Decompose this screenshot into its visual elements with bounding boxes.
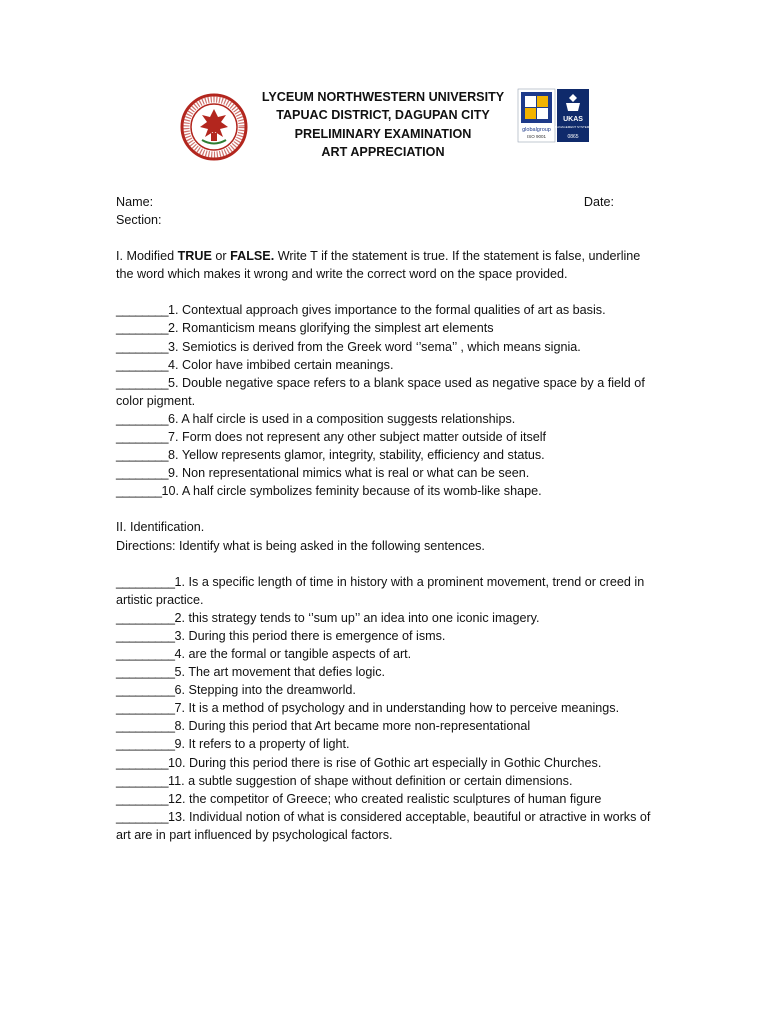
question-item: [116, 717, 652, 735]
name-date-row: [116, 193, 652, 211]
answer-blank[interactable]: ________: [116, 755, 169, 770]
question-text: 6. Stepping into the dreamworld.: [174, 683, 356, 698]
part1-instruction-text: Write T if the statement is true. If the statement is false, underline the word which makes it wrong and write the correct word on the space provided.: [116, 249, 641, 282]
question-item: [116, 808, 652, 844]
question-item: [116, 464, 652, 482]
question-item: [116, 410, 652, 428]
question-text: 6. A half circle is used in a composition suggests relationships.: [168, 411, 516, 426]
answer-blank[interactable]: _________: [116, 737, 175, 752]
question-text: 13. Individual notion of what is considered acceptable, beautiful or atractive in works of art are in part influenced by psychological factors.: [116, 809, 651, 842]
part1-prefix: I. Modified: [116, 249, 178, 264]
header: [248, 88, 518, 161]
question-text: 5. Double negative space refers to a blank space used as negative space by a field of color pigment.: [116, 375, 645, 408]
question-item: [116, 790, 652, 808]
certification-logos: [518, 89, 592, 142]
answer-blank[interactable]: ________: [116, 357, 169, 372]
university-address: TAPUAC DISTRICT, DAGUPAN CITY: [276, 108, 490, 123]
answer-blank[interactable]: _________: [116, 574, 175, 589]
answer-blank[interactable]: ________: [116, 430, 169, 445]
answer-blank[interactable]: ________: [116, 466, 169, 481]
part2-directions: Directions: Identify what is being asked in the following sentences.: [116, 538, 485, 553]
exam-content: [116, 193, 652, 844]
globalgroup-iso-logo: [518, 89, 555, 142]
part1-instructions: [116, 247, 652, 283]
answer-blank[interactable]: ________: [116, 791, 169, 806]
question-text: 8. During this period that Art became more non-representational: [174, 719, 531, 734]
question-text: 10. A half circle symbolizes feminity because of its womb-like shape.: [161, 484, 542, 499]
ukas-logo: [554, 89, 592, 142]
answer-blank[interactable]: _________: [116, 628, 175, 643]
question-text: 12. the competitor of Greece; who created realistic sculptures of human figure: [168, 791, 602, 806]
answer-blank[interactable]: ________: [116, 809, 169, 824]
question-text: 3. Semiotics is derived from the Greek word ‘’sema’’ , which means signia.: [168, 339, 581, 354]
answer-blank[interactable]: _________: [116, 683, 175, 698]
answer-blank[interactable]: _________: [116, 701, 175, 716]
question-item: [116, 446, 652, 464]
question-item: [116, 301, 652, 319]
question-text: 7. Form does not represent any other subject matter outside of itself: [168, 430, 547, 445]
question-item: [116, 609, 652, 627]
iso-label: ISO 9001: [526, 134, 547, 139]
question-text: 1. Contextual approach gives importance to the formal qualities of art as basis.: [168, 303, 606, 318]
question-item: [116, 681, 652, 699]
part1-items: [116, 301, 652, 500]
question-text: 8. Yellow represents glamor, integrity, stability, efficiency and status.: [168, 448, 545, 463]
answer-blank[interactable]: ________: [116, 303, 169, 318]
question-text: 9. Non representational mimics what is real or what can be seen.: [168, 466, 530, 481]
ukas-label: UKAS: [563, 116, 583, 123]
question-item: [116, 754, 652, 772]
question-item: [116, 663, 652, 681]
ukas-sub-label: MANAGEMENT SYSTEMS: [554, 125, 592, 129]
question-item: [116, 374, 652, 410]
question-item: [116, 428, 652, 446]
question-text: 10. During this period there is rise of Gothic art especially in Gothic Churches.: [168, 755, 602, 770]
answer-blank[interactable]: ________: [116, 321, 169, 336]
question-item: [116, 573, 652, 609]
subject-title: ART APPRECIATION: [321, 144, 445, 159]
question-text: 4. are the formal or tangible aspects of art.: [174, 646, 412, 661]
university-name: LYCEUM NORTHWESTERN UNIVERSITY: [261, 90, 505, 104]
question-text: 11. a subtle suggestion of shape without definition or certain dimensions.: [168, 773, 573, 788]
university-seal-logo: [180, 93, 248, 161]
globalgroup-label: globalgroup: [522, 127, 551, 133]
question-item: [116, 319, 652, 337]
exam-title: PRELIMINARY EXAMINATION: [294, 126, 472, 141]
question-text: 1. Is a specific length of time in history with a prominent movement, trend or creed in artistic practice.: [116, 574, 645, 607]
answer-blank[interactable]: _________: [116, 719, 175, 734]
question-item: [116, 482, 652, 500]
section-label: Section:: [116, 213, 162, 228]
question-item: [116, 627, 652, 645]
or-word: or: [211, 249, 231, 264]
question-item: [116, 699, 652, 717]
answer-blank[interactable]: _________: [116, 610, 175, 625]
question-item: [116, 772, 652, 790]
answer-blank[interactable]: _______: [116, 484, 162, 499]
part2-items: [116, 573, 652, 844]
question-text: 7. It is a method of psychology and in understanding how to perceive meanings.: [174, 701, 620, 716]
question-item: [116, 356, 652, 374]
answer-blank[interactable]: ________: [116, 375, 169, 390]
question-text: 2. Romanticism means glorifying the simplest art elements: [168, 321, 494, 336]
name-label: Name:: [116, 195, 154, 209]
question-item: [116, 338, 652, 356]
answer-blank[interactable]: _________: [116, 646, 175, 661]
true-word: TRUE: [177, 249, 212, 264]
question-text: 3. During this period there is emergence of isms.: [174, 628, 446, 643]
part2-title: II. Identification.: [116, 520, 205, 535]
question-text: 4. Color have imbibed certain meanings.: [168, 357, 394, 372]
answer-blank[interactable]: ________: [116, 773, 169, 788]
question-item: [116, 645, 652, 663]
answer-blank[interactable]: ________: [116, 411, 169, 426]
question-text: 2. this strategy tends to ‘’sum up’’ an idea into one iconic imagery.: [174, 610, 540, 625]
question-text: 9. It refers to a property of light.: [174, 737, 350, 752]
answer-blank[interactable]: _________: [116, 665, 175, 680]
ukas-number: 0865: [567, 134, 579, 140]
date-label: Date:: [583, 195, 614, 209]
false-word: FALSE.: [230, 249, 275, 264]
question-text: 5. The art movement that defies logic.: [174, 665, 386, 680]
question-item: [116, 735, 652, 753]
answer-blank[interactable]: ________: [116, 448, 169, 463]
answer-blank[interactable]: ________: [116, 339, 169, 354]
